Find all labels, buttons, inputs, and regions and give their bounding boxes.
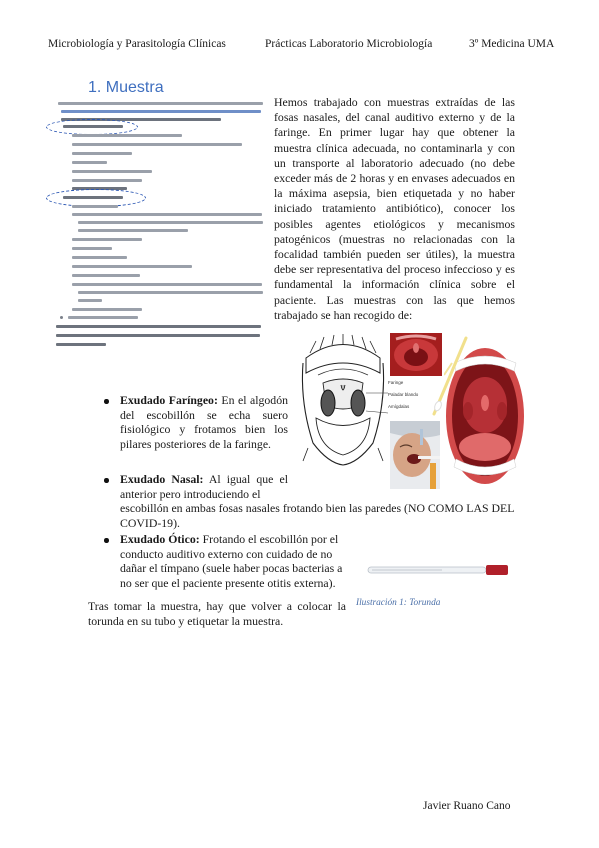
figure-caption: Ilustración 1: Torunda: [356, 598, 441, 608]
footer-author: Javier Ruano Cano: [423, 800, 511, 812]
throat-anatomy-drawing: [298, 333, 388, 468]
bullet-dot: [104, 538, 109, 543]
label-2: Amígdalas: [388, 404, 410, 409]
section-number: 1.: [88, 79, 102, 96]
patient-swab-photo: [390, 421, 440, 489]
label-faringe: Faringe: [388, 380, 404, 385]
swab-stick-illustration: [430, 330, 470, 430]
closing-paragraph: Tras tomar la muestra, hay que volver a colocar la torunda en su tubo y etiquetar la muestra.: [88, 599, 346, 629]
intro-paragraph: Hemos trabajado con muestras extraídas de las fosas nasales, del canal auditivo externo y de la faringe. En primer lugar hay que obtener la muestra clínica adecuada, no contaminarla y con un transporte al laboratorio adecuado (no debe exceder más de 2 horas y en envases adecuados en la máxima asepsia, bien etiquetada y no haber iniciado tratamiento antibiótico), conocer los posibles agentes etiológicos y mecanismos patogénicos (muestras no relacionadas con la focalidad también pueden ser útiles), la muestra debe ser representativa del proceso infeccioso y es fundamental la información clínica sobre el paciente. Las muestras con las que hemos trabajado se han recogido de:: [274, 95, 515, 322]
section-title-text: Muestra: [105, 79, 164, 96]
bullet-text: En el algodón del escobillón se echa suero fisiológico y frotamos bien los pilares posteriores de la faringe.: [120, 393, 288, 451]
bullet-term: Exudado Ótico:: [120, 532, 200, 546]
section-title: [88, 79, 164, 97]
bullet-dot: [104, 478, 109, 483]
swab-tube-image: [366, 563, 510, 577]
bullet-term: Exudado Nasal:: [120, 472, 204, 486]
label-1: Paladar blando: [388, 392, 419, 397]
notes-scan-image: [58, 101, 264, 363]
bullet-text: Frotando el escobillón por el conducto auditivo externo con cuidado de no dañar el tímpano (suele haber pocas bacterias a no ser que el paciente presente otitis externa).: [120, 532, 343, 590]
page-header: [0, 38, 599, 54]
bullet-text-cont: escobillón en ambas fosas nasales frotando bien las paredes (NO COMO LAS DEL COVID-19).: [120, 501, 515, 530]
bullet-term: Exudado Faríngeo:: [120, 393, 218, 407]
bullet-text-start: Al igual que el anterior pero introduciendo el: [120, 472, 288, 501]
header-year: 3º Medicina UMA: [469, 38, 555, 50]
header-practicas: Prácticas Laboratorio Microbiología: [265, 38, 433, 50]
header-course: Microbiología y Parasitología Clínicas: [48, 38, 226, 50]
bullet-dot: [104, 399, 109, 404]
